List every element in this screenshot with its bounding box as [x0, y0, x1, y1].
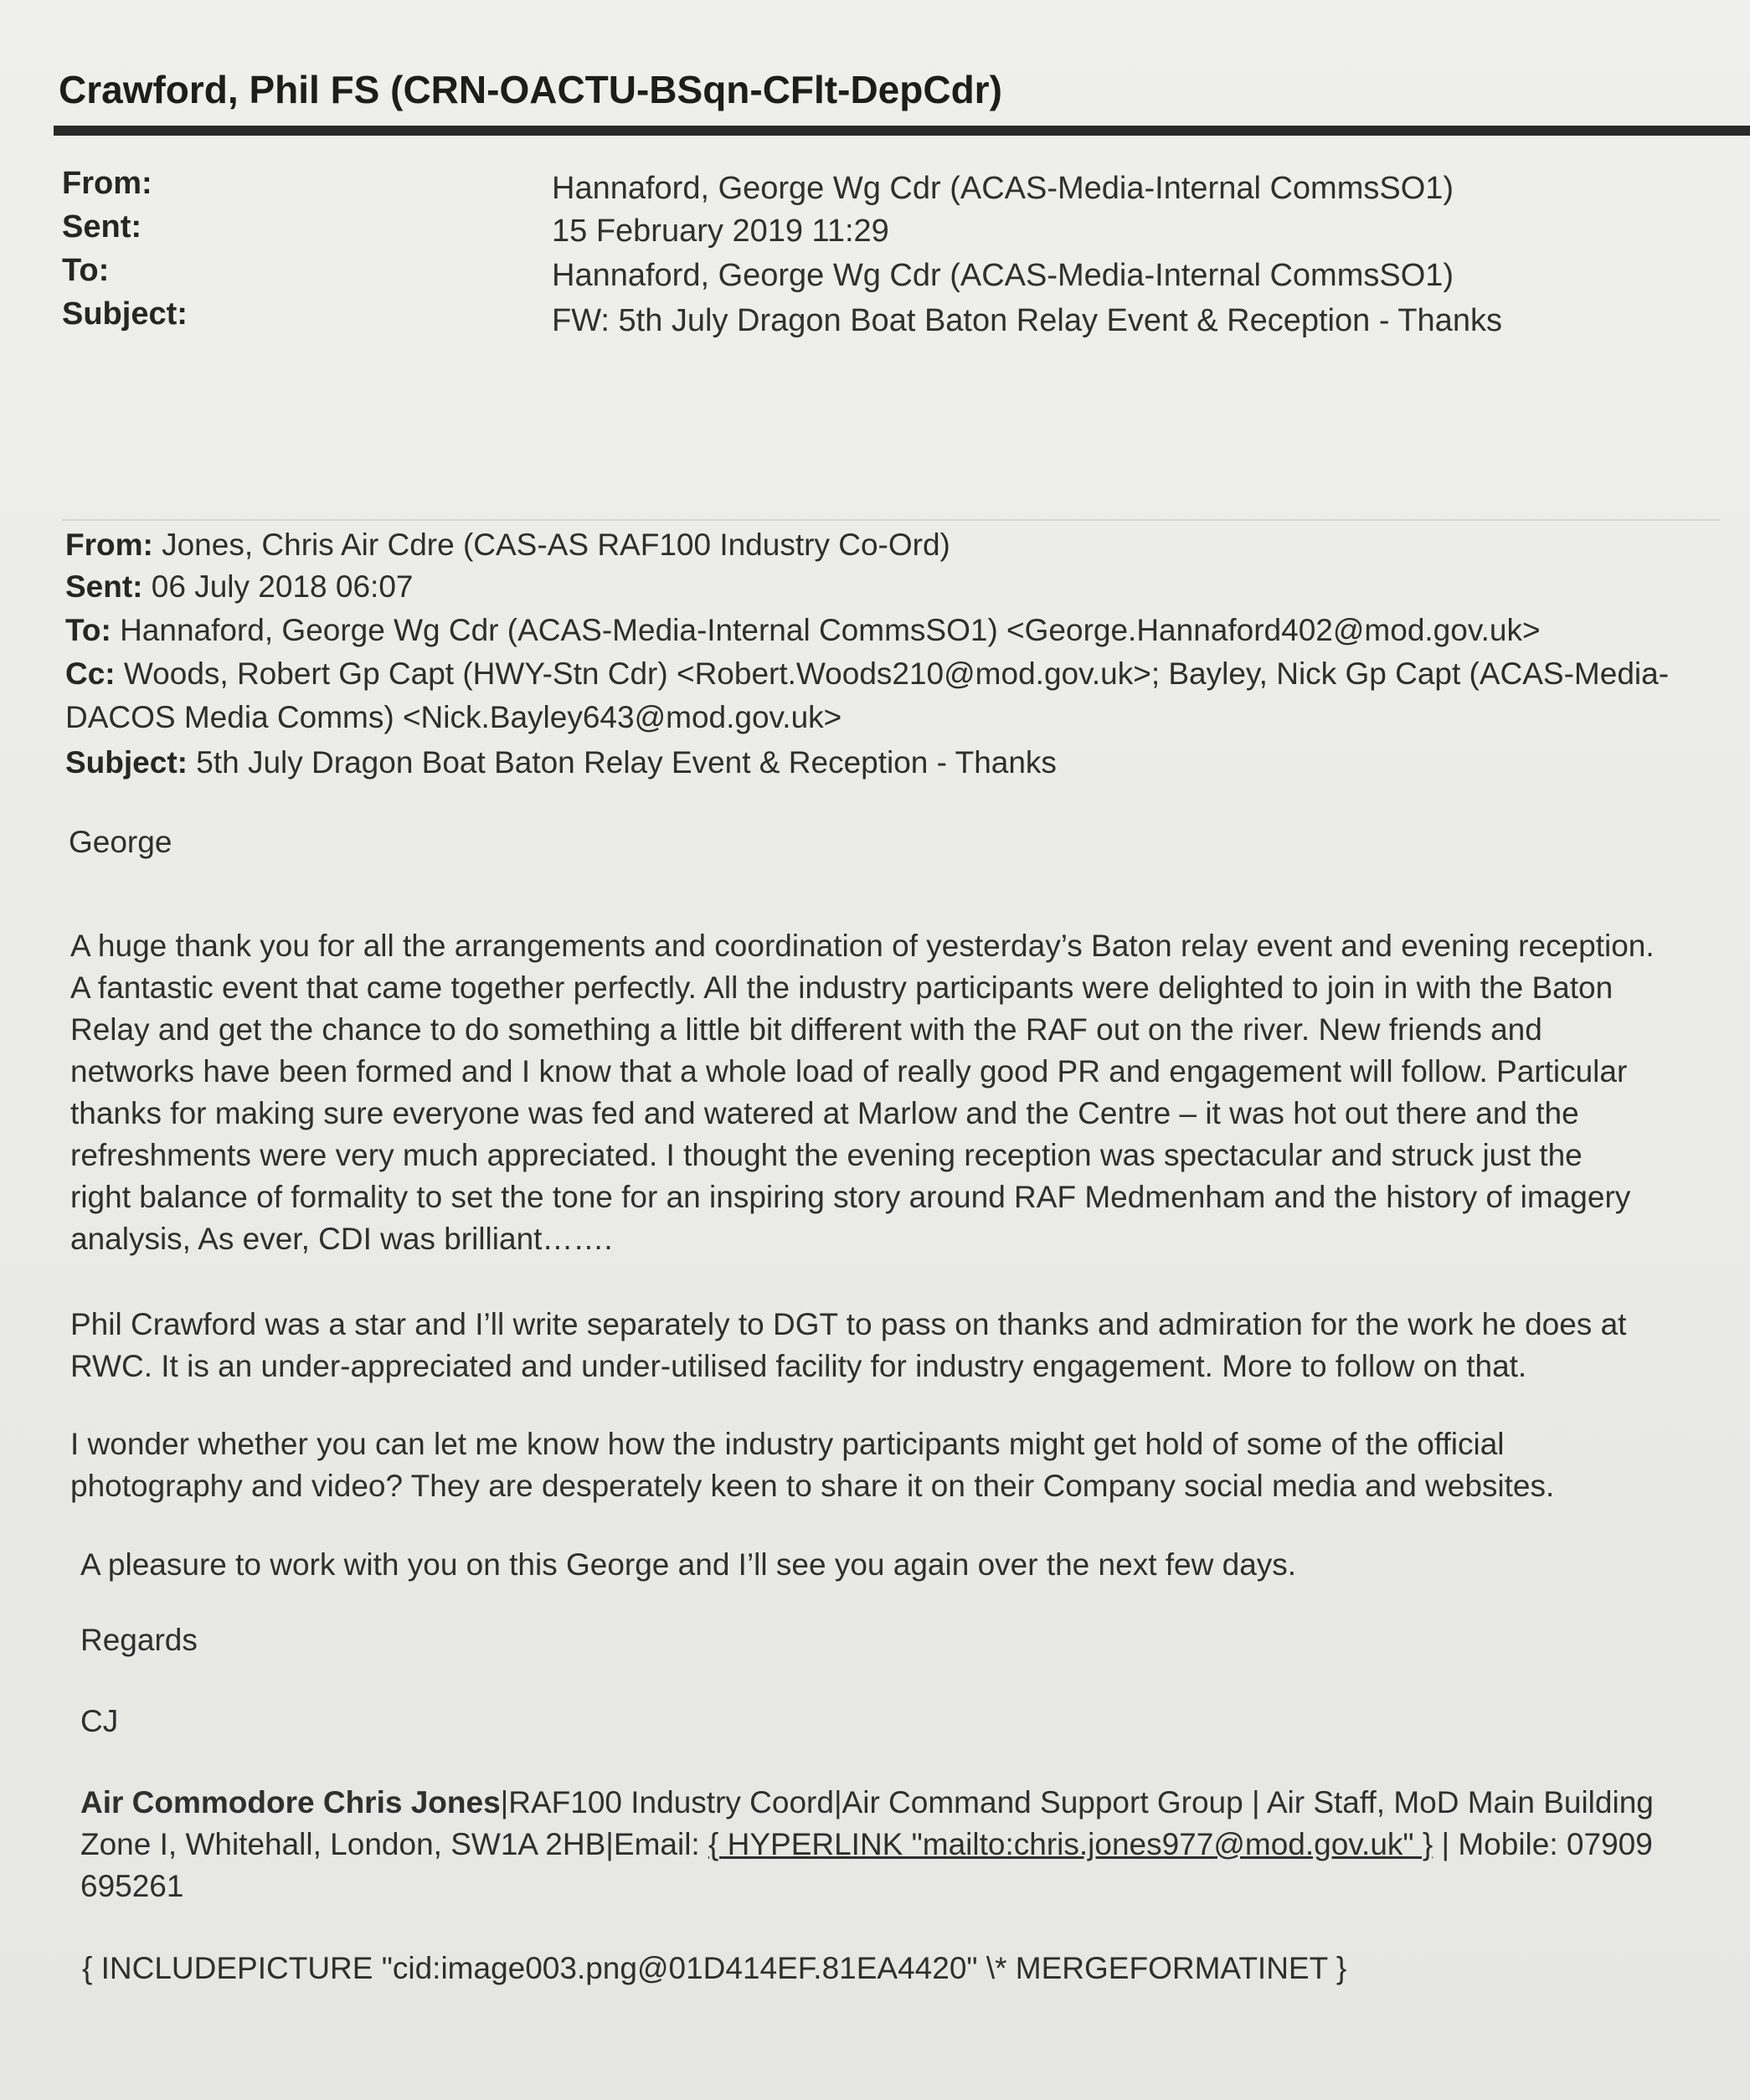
fw-subject-label: Subject:: [65, 745, 188, 780]
signature-mobile-prefix: | Mobile: 07909: [1433, 1827, 1653, 1861]
fw-subject-value: 5th July Dragon Boat Baton Relay Event & Reception - Thanks: [196, 745, 1057, 780]
paragraph-3-line: photography and video? They are desperately keen to share it on their Company social media and websites.: [70, 1469, 1555, 1503]
header-sent-label: Sent:: [62, 209, 142, 244]
paragraph-1-line: analysis, As ever, CDI was brilliant…….: [70, 1222, 613, 1256]
fw-from-label: From:: [65, 528, 153, 562]
forward-separator: [62, 519, 1720, 521]
paragraph-1-line: A huge thank you for all the arrangements and coordination of yesterday’s Baton relay event and evening reception.: [70, 929, 1655, 963]
initials: CJ: [80, 1704, 119, 1738]
fw-cc-value-2: DACOS Media Comms) <Nick.Bayley643@mod.gov.uk>: [65, 700, 842, 734]
fw-to-line: [65, 613, 1541, 648]
header-subject-label: Subject:: [62, 296, 188, 332]
paragraph-3-line: I wonder whether you can let me know how the industry participants might get hold of some of the official: [70, 1427, 1505, 1461]
header-from-value: Hannaford, George Wg Cdr (ACAS-Media-Internal CommsSO1): [552, 171, 1454, 206]
paragraph-1: [70, 925, 1711, 1260]
paragraph-4: A pleasure to work with you on this George and I’ll see you again over the next few days.: [80, 1547, 1297, 1582]
paragraph-1-line: thanks for making sure everyone was fed and watered at Marlow and the Centre – it was hot out there and the: [70, 1096, 1579, 1130]
signature-role: |RAF100 Industry Coord|Air Command Support Group | Air Staff, MoD Main Building: [500, 1785, 1654, 1819]
signature-block: [80, 1782, 1713, 1907]
fw-subject-line: [65, 745, 1057, 780]
header-from-label: From:: [62, 166, 152, 201]
fw-sent-line: [65, 569, 413, 605]
paragraph-1-line: networks have been formed and I know that a whole load of really good PR and engagement will follow. Particular: [70, 1054, 1628, 1089]
signature-address: Zone I, Whitehall, London, SW1A 2HB|Email:: [80, 1827, 708, 1861]
paragraph-1-line: right balance of formality to set the tone for an inspiring story around RAF Medmenham and the history of imagery: [70, 1180, 1631, 1214]
paragraph-2-line: RWC. It is an under-appreciated and under-utilised facility for industry engagement. More to follow on that.: [70, 1349, 1527, 1383]
fw-cc-line: [65, 656, 1669, 692]
owner-divider: [54, 126, 1750, 136]
paragraph-1-line: A fantastic event that came together perfectly. All the industry participants were delighted to join in with the Baton: [70, 970, 1614, 1005]
fw-cc-label: Cc:: [65, 656, 116, 691]
signature-line-3: 695261: [80, 1869, 184, 1903]
mailbox-owner: Crawford, Phil FS (CRN-OACTU-BSqn-CFlt-DepCdr): [59, 68, 1002, 111]
email-hyperlink[interactable]: { HYPERLINK "mailto:chris.jones977@mod.gov.uk" }: [708, 1827, 1433, 1861]
include-picture-field: { INCLUDEPICTURE "cid:image003.png@01D414EF.81EA4420" \* MERGEFORMATINET }: [82, 1951, 1347, 1985]
fw-cc-line-2: [65, 700, 842, 735]
greeting: George: [69, 825, 172, 859]
header-subject-value: FW: 5th July Dragon Boat Baton Relay Event & Reception - Thanks: [552, 303, 1502, 338]
header-to-value: Hannaford, George Wg Cdr (ACAS-Media-Internal CommsSO1): [552, 258, 1454, 293]
paragraph-3: [70, 1423, 1711, 1507]
signature-name: Air Commodore Chris Jones: [80, 1785, 501, 1819]
paragraph-2: [70, 1304, 1711, 1387]
fw-from-value: Jones, Chris Air Cdre (CAS-AS RAF100 Industry Co-Ord): [162, 528, 950, 562]
signature-line-1: [80, 1782, 1713, 1824]
header-to-label: To:: [62, 253, 110, 288]
paragraph-2-line: Phil Crawford was a star and I’ll write separately to DGT to pass on thanks and admiration for the work he does at: [70, 1307, 1627, 1341]
paragraph-1-line: Relay and get the chance to do something a little bit different with the RAF out on the river. New friends and: [70, 1012, 1542, 1047]
fw-sent-label: Sent:: [65, 569, 143, 604]
header-sent-value: 15 February 2019 11:29: [552, 214, 889, 249]
fw-sent-value: 06 July 2018 06:07: [151, 569, 414, 604]
fw-from-line: [65, 528, 950, 563]
fw-to-label: To:: [65, 613, 111, 647]
paragraph-1-line: refreshments were very much appreciated. I thought the evening reception was spectacular and struck just the: [70, 1138, 1583, 1172]
fw-cc-value-1: Woods, Robert Gp Capt (HWY-Stn Cdr) <Robert.Woods210@mod.gov.uk>; Bayley, Nick Gp Capt (ACAS-Media-: [123, 656, 1670, 691]
closing: Regards: [80, 1623, 198, 1657]
fw-to-value: Hannaford, George Wg Cdr (ACAS-Media-Internal CommsSO1) <George.Hannaford402@mod.gov.uk>: [120, 613, 1541, 647]
signature-line-2: [80, 1824, 1713, 1866]
